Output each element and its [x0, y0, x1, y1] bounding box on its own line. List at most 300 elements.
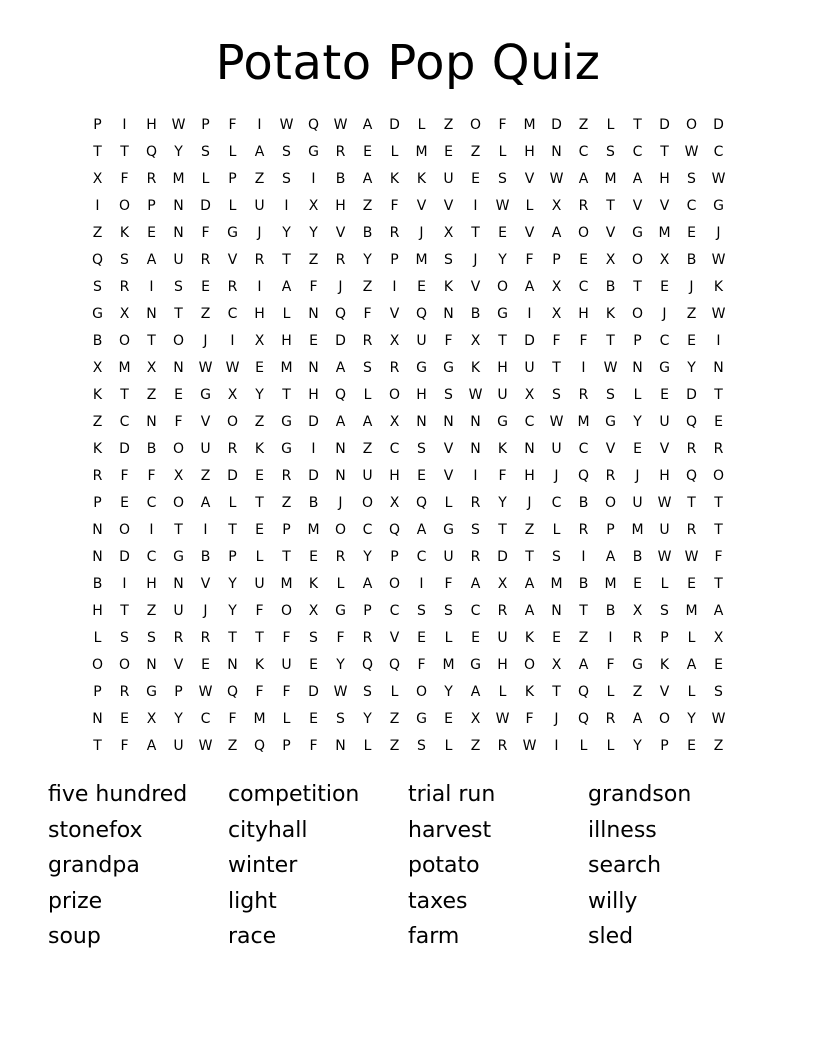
- grid-letter: L: [687, 629, 696, 646]
- grid-letter: F: [714, 548, 723, 565]
- grid-letter: K: [524, 629, 535, 646]
- grid-letter: V: [416, 197, 427, 214]
- word-list-item: prize: [48, 888, 103, 914]
- grid-letter: A: [470, 683, 481, 700]
- grid-letter: H: [281, 332, 292, 349]
- word-list-item: illness: [588, 817, 657, 843]
- grid-letter: Z: [632, 683, 643, 700]
- word-list-item: race: [228, 924, 277, 949]
- grid-letter: J: [689, 278, 694, 295]
- grid-letter: E: [309, 548, 318, 565]
- grid-letter: I: [473, 197, 478, 214]
- grid-letter: L: [498, 683, 507, 700]
- grid-letter: D: [200, 197, 211, 214]
- grid-letter: X: [605, 251, 616, 268]
- grid-letter: E: [120, 710, 129, 727]
- grid-letter: N: [173, 575, 184, 592]
- grid-letter: V: [335, 224, 346, 241]
- grid-letter: M: [658, 224, 671, 241]
- grid-letter: W: [225, 359, 240, 376]
- grid-letter: Z: [389, 710, 400, 727]
- grid-letter: Y: [282, 224, 291, 241]
- grid-letter: Y: [363, 251, 372, 268]
- grid-letter: T: [93, 143, 102, 160]
- grid-letter: D: [308, 467, 319, 484]
- grid-letter: O: [685, 116, 698, 133]
- grid-letter: A: [524, 278, 535, 295]
- grid-letter: P: [228, 548, 237, 565]
- grid-letter: E: [417, 278, 426, 295]
- grid-letter: A: [470, 575, 481, 592]
- grid-letter: W: [522, 737, 537, 754]
- grid-letter: H: [389, 467, 400, 484]
- grid-letter: C: [362, 521, 373, 538]
- grid-letter: I: [473, 467, 478, 484]
- grid-letter: T: [579, 602, 588, 619]
- grid-letter: M: [415, 143, 428, 160]
- grid-letter: N: [308, 305, 319, 322]
- grid-letter: K: [389, 170, 400, 187]
- grid-letter: V: [443, 197, 454, 214]
- grid-letter: G: [443, 359, 454, 376]
- grid-letter: J: [338, 494, 343, 511]
- grid-letter: F: [282, 629, 291, 646]
- grid-letter: U: [443, 170, 454, 187]
- grid-letter: J: [527, 494, 532, 511]
- grid-letter: H: [308, 386, 319, 403]
- grid-letter: J: [554, 467, 559, 484]
- grid-letter: C: [578, 143, 589, 160]
- grid-letter: K: [443, 278, 454, 295]
- grid-letter: E: [309, 656, 318, 673]
- grid-letter: F: [120, 467, 129, 484]
- grid-letter: X: [524, 386, 535, 403]
- grid-letter: C: [119, 413, 130, 430]
- grid-letter: R: [632, 629, 643, 646]
- grid-letter: A: [200, 494, 211, 511]
- grid-letter: I: [554, 737, 559, 754]
- grid-letter: G: [632, 656, 643, 673]
- grid-letter: W: [279, 116, 294, 133]
- grid-letter: G: [605, 413, 616, 430]
- grid-letter: M: [631, 521, 644, 538]
- grid-letter: H: [524, 467, 535, 484]
- grid-letter: E: [309, 332, 318, 349]
- grid-letter: L: [633, 386, 642, 403]
- grid-letter: P: [93, 494, 102, 511]
- grid-letter: I: [257, 116, 262, 133]
- grid-letter: Z: [362, 197, 373, 214]
- grid-letter: U: [254, 197, 265, 214]
- grid-letter: O: [658, 710, 671, 727]
- grid-letter: R: [227, 440, 238, 457]
- grid-letter: H: [254, 305, 265, 322]
- grid-letter: S: [552, 548, 561, 565]
- grid-letter: A: [713, 602, 724, 619]
- grid-letter: Y: [174, 710, 183, 727]
- grid-letter: Y: [633, 413, 642, 430]
- grid-letter: S: [444, 602, 453, 619]
- grid-letter: X: [254, 332, 265, 349]
- grid-letter: U: [173, 251, 184, 268]
- grid-letter: F: [525, 710, 534, 727]
- grid-letter: J: [257, 224, 262, 241]
- grid-letter: Z: [713, 737, 724, 754]
- grid-letter: L: [228, 494, 237, 511]
- grid-letter: B: [578, 494, 589, 511]
- grid-letter: Z: [686, 305, 697, 322]
- grid-letter: E: [714, 413, 723, 430]
- grid-letter: X: [497, 575, 508, 592]
- grid-letter: V: [200, 575, 211, 592]
- grid-letter: W: [603, 359, 618, 376]
- grid-letter: Z: [281, 494, 292, 511]
- grid-letter: E: [714, 656, 723, 673]
- grid-letter: O: [334, 521, 347, 538]
- grid-letter: S: [282, 170, 291, 187]
- grid-letter: T: [282, 386, 291, 403]
- grid-letter: U: [254, 575, 265, 592]
- grid-letter: Q: [226, 683, 239, 700]
- grid-letter: P: [363, 602, 372, 619]
- grid-letter: X: [146, 710, 157, 727]
- grid-letter: L: [282, 710, 291, 727]
- grid-letter: N: [335, 440, 346, 457]
- grid-letter: V: [470, 278, 481, 295]
- grid-letter: H: [659, 170, 670, 187]
- grid-letter: S: [660, 602, 669, 619]
- grid-letter: L: [444, 494, 453, 511]
- grid-letter: D: [119, 548, 130, 565]
- grid-letter: S: [417, 602, 426, 619]
- grid-letter: N: [92, 548, 103, 565]
- grid-letter: R: [713, 440, 724, 457]
- grid-letter: S: [147, 629, 156, 646]
- grid-letter: D: [227, 467, 238, 484]
- grid-letter: K: [659, 656, 670, 673]
- grid-letter: E: [687, 224, 696, 241]
- grid-letter: E: [498, 224, 507, 241]
- grid-letter: V: [173, 656, 184, 673]
- grid-letter: O: [469, 116, 482, 133]
- grid-letter: Z: [578, 629, 589, 646]
- grid-letter: Y: [498, 251, 507, 268]
- grid-letter: E: [201, 656, 210, 673]
- grid-letter: T: [147, 332, 156, 349]
- grid-letter: Q: [91, 251, 104, 268]
- grid-letter: T: [714, 494, 723, 511]
- grid-letter: A: [362, 116, 373, 133]
- grid-letter: I: [122, 575, 127, 592]
- grid-letter: S: [417, 737, 426, 754]
- grid-letter: L: [363, 737, 372, 754]
- grid-letter: V: [524, 224, 535, 241]
- grid-letter: X: [551, 278, 562, 295]
- grid-letter: V: [524, 170, 535, 187]
- grid-letter: A: [362, 413, 373, 430]
- grid-letter: X: [389, 494, 400, 511]
- grid-letter: B: [578, 575, 589, 592]
- grid-letter: X: [389, 332, 400, 349]
- grid-letter: Q: [685, 413, 698, 430]
- grid-letter: O: [523, 656, 536, 673]
- grid-letter: A: [686, 656, 697, 673]
- grid-letter: D: [335, 332, 346, 349]
- grid-letter: M: [253, 710, 266, 727]
- grid-letter: W: [711, 170, 726, 187]
- grid-letter: N: [470, 440, 481, 457]
- grid-letter: C: [578, 278, 589, 295]
- grid-letter: C: [146, 494, 157, 511]
- grid-letter: B: [92, 575, 103, 592]
- grid-letter: C: [389, 440, 400, 457]
- grid-letter: W: [657, 548, 672, 565]
- grid-letter: F: [444, 575, 453, 592]
- grid-letter: X: [551, 305, 562, 322]
- grid-letter: O: [388, 575, 401, 592]
- grid-letter: U: [551, 440, 562, 457]
- grid-letter: C: [686, 197, 697, 214]
- grid-letter: W: [657, 494, 672, 511]
- grid-letter: E: [255, 521, 264, 538]
- grid-letter: X: [227, 386, 238, 403]
- grid-letter: Q: [145, 143, 158, 160]
- grid-letter: Z: [470, 737, 481, 754]
- grid-letter: A: [335, 413, 346, 430]
- grid-letter: U: [659, 413, 670, 430]
- grid-letter: X: [119, 305, 130, 322]
- grid-letter: K: [92, 440, 103, 457]
- grid-letter: K: [119, 224, 130, 241]
- word-list-item: winter: [228, 853, 298, 878]
- grid-letter: F: [444, 332, 453, 349]
- grid-letter: O: [172, 440, 185, 457]
- grid-letter: F: [552, 332, 561, 349]
- grid-letter: K: [254, 440, 265, 457]
- grid-letter: Q: [685, 467, 698, 484]
- grid-letter: V: [659, 683, 670, 700]
- grid-letter: A: [416, 521, 427, 538]
- grid-letter: Q: [415, 305, 428, 322]
- grid-letter: T: [255, 629, 264, 646]
- grid-letter: A: [605, 548, 616, 565]
- grid-letter: P: [282, 521, 291, 538]
- grid-letter: Y: [174, 143, 183, 160]
- grid-letter: U: [497, 386, 508, 403]
- grid-letter: W: [333, 683, 348, 700]
- grid-letter: G: [146, 683, 157, 700]
- grid-letter: K: [308, 575, 319, 592]
- grid-letter: N: [524, 440, 535, 457]
- grid-letter: O: [415, 683, 428, 700]
- grid-letter: R: [335, 548, 346, 565]
- grid-letter: W: [171, 116, 186, 133]
- grid-letter: Y: [363, 548, 372, 565]
- grid-letter: S: [282, 143, 291, 160]
- grid-letter: F: [120, 737, 129, 754]
- grid-letter: S: [552, 386, 561, 403]
- grid-letter: N: [227, 656, 238, 673]
- grid-letter: S: [606, 386, 615, 403]
- grid-letter: K: [416, 170, 427, 187]
- grid-letter: R: [470, 548, 481, 565]
- grid-letter: X: [443, 224, 454, 241]
- grid-letter: T: [525, 548, 534, 565]
- grid-letter: H: [497, 656, 508, 673]
- grid-letter: K: [713, 278, 724, 295]
- grid-letter: Q: [577, 710, 590, 727]
- grid-letter: O: [712, 467, 725, 484]
- grid-letter: Z: [524, 521, 535, 538]
- grid-letter: G: [470, 656, 481, 673]
- grid-letter: R: [470, 494, 481, 511]
- grid-letter: A: [281, 278, 292, 295]
- grid-letter: B: [146, 440, 157, 457]
- grid-letter: L: [228, 143, 237, 160]
- grid-letter: N: [551, 602, 562, 619]
- grid-letter: L: [417, 116, 426, 133]
- grid-letter: E: [417, 629, 426, 646]
- grid-letter: F: [201, 224, 210, 241]
- grid-letter: R: [389, 359, 400, 376]
- grid-letter: I: [716, 332, 721, 349]
- grid-letter: G: [497, 305, 508, 322]
- grid-letter: U: [443, 548, 454, 565]
- grid-letter: P: [390, 251, 399, 268]
- grid-letter: D: [497, 548, 508, 565]
- grid-letter: M: [280, 359, 293, 376]
- grid-letter: I: [392, 278, 397, 295]
- grid-letter: X: [389, 413, 400, 430]
- grid-letter: V: [389, 629, 400, 646]
- grid-letter: I: [284, 197, 289, 214]
- grid-letter: E: [471, 170, 480, 187]
- word-list-item: taxes: [408, 888, 468, 914]
- grid-letter: H: [416, 386, 427, 403]
- grid-letter: R: [686, 440, 697, 457]
- grid-letter: X: [92, 359, 103, 376]
- grid-letter: N: [551, 143, 562, 160]
- grid-letter: N: [173, 224, 184, 241]
- grid-letter: M: [523, 116, 536, 133]
- grid-letter: G: [308, 143, 319, 160]
- grid-letter: S: [93, 278, 102, 295]
- grid-letter: T: [633, 278, 642, 295]
- grid-letter: W: [495, 710, 510, 727]
- grid-letter: L: [255, 548, 264, 565]
- grid-letter: X: [92, 170, 103, 187]
- grid-letter: F: [228, 116, 237, 133]
- grid-letter: V: [659, 440, 670, 457]
- grid-letter: V: [605, 224, 616, 241]
- grid-letter: A: [146, 251, 157, 268]
- grid-letter: P: [660, 737, 669, 754]
- grid-letter: K: [470, 359, 481, 376]
- grid-letter: W: [198, 359, 213, 376]
- grid-letter: I: [230, 332, 235, 349]
- grid-letter: I: [203, 521, 208, 538]
- grid-letter: R: [686, 521, 697, 538]
- grid-letter: R: [173, 629, 184, 646]
- grid-letter: T: [282, 251, 291, 268]
- grid-letter: X: [470, 332, 481, 349]
- grid-letter: X: [308, 197, 319, 214]
- grid-letter: R: [119, 683, 130, 700]
- grid-letter: I: [419, 575, 424, 592]
- grid-letter: N: [713, 359, 724, 376]
- grid-letter: E: [120, 494, 129, 511]
- grid-letter: I: [608, 629, 613, 646]
- grid-letter: S: [336, 710, 345, 727]
- grid-letter: Y: [687, 710, 696, 727]
- grid-letter: Z: [200, 305, 211, 322]
- grid-letter: J: [473, 251, 478, 268]
- grid-letter: Q: [577, 467, 590, 484]
- grid-letter: L: [687, 683, 696, 700]
- grid-letter: L: [606, 116, 615, 133]
- grid-letter: T: [228, 629, 237, 646]
- grid-letter: Z: [470, 143, 481, 160]
- grid-letter: R: [146, 170, 157, 187]
- grid-letter: L: [444, 737, 453, 754]
- grid-letter: D: [686, 386, 697, 403]
- grid-letter: N: [443, 305, 454, 322]
- grid-letter: F: [255, 602, 264, 619]
- grid-letter: Z: [389, 737, 400, 754]
- word-search-grid: [84, 111, 732, 759]
- grid-letter: D: [659, 116, 670, 133]
- grid-letter: O: [118, 521, 131, 538]
- grid-letter: F: [498, 116, 507, 133]
- grid-letter: U: [281, 656, 292, 673]
- grid-letter: J: [716, 224, 721, 241]
- grid-letter: J: [203, 332, 208, 349]
- grid-letter: F: [174, 413, 183, 430]
- grid-letter: A: [578, 170, 589, 187]
- grid-letter: U: [362, 467, 373, 484]
- grid-letter: S: [444, 251, 453, 268]
- grid-letter: H: [92, 602, 103, 619]
- grid-letter: F: [147, 467, 156, 484]
- grid-letter: K: [524, 683, 535, 700]
- grid-letter: O: [631, 251, 644, 268]
- grid-letter: P: [174, 683, 183, 700]
- grid-letter: V: [659, 197, 670, 214]
- grid-letter: M: [550, 575, 563, 592]
- grid-letter: N: [470, 413, 481, 430]
- grid-letter: M: [604, 170, 617, 187]
- grid-letter: F: [525, 251, 534, 268]
- grid-letter: O: [388, 386, 401, 403]
- grid-letter: G: [416, 359, 427, 376]
- grid-letter: F: [120, 170, 129, 187]
- grid-letter: N: [92, 521, 103, 538]
- grid-letter: Q: [334, 305, 347, 322]
- grid-letter: D: [713, 116, 724, 133]
- grid-letter: L: [525, 197, 534, 214]
- grid-letter: N: [335, 737, 346, 754]
- word-list-item: stonefox: [48, 817, 143, 843]
- grid-letter: L: [201, 170, 210, 187]
- grid-letter: D: [389, 116, 400, 133]
- grid-letter: T: [120, 386, 129, 403]
- grid-letter: T: [606, 197, 615, 214]
- grid-letter: C: [200, 710, 211, 727]
- grid-letter: X: [713, 629, 724, 646]
- grid-letter: W: [333, 116, 348, 133]
- grid-letter: W: [549, 170, 564, 187]
- grid-letter: S: [120, 629, 129, 646]
